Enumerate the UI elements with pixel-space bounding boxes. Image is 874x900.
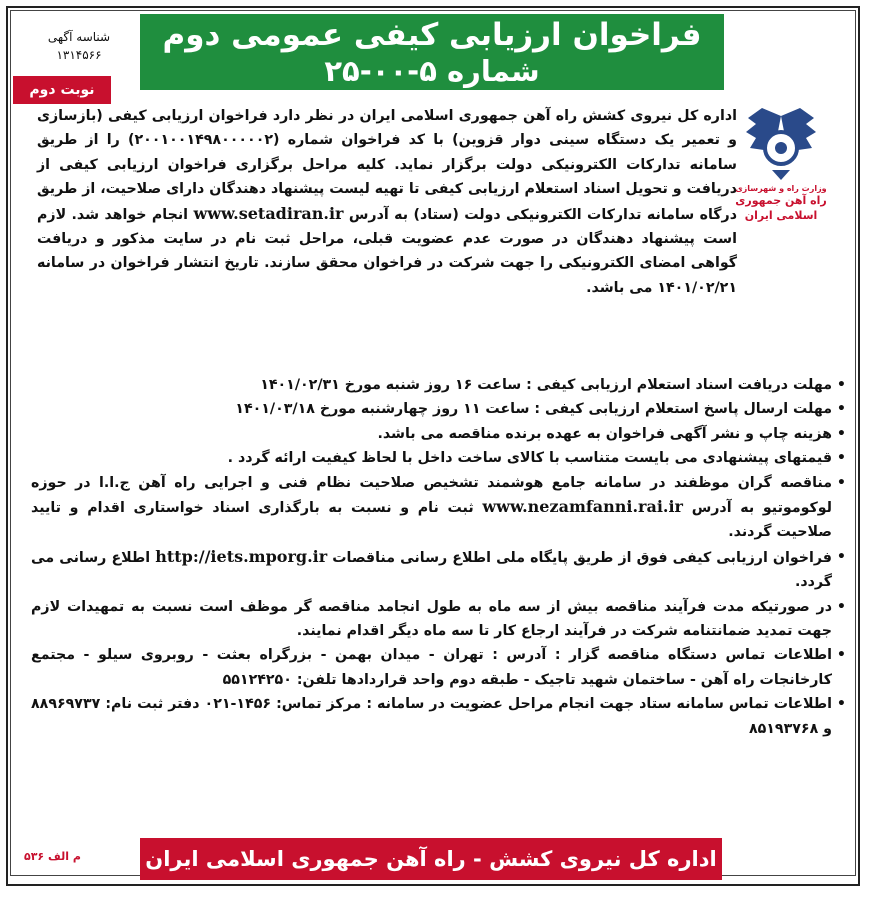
rai-logo <box>735 104 827 254</box>
title-line-2: شماره ۵-۰۰-۲۵ <box>324 54 540 88</box>
list-item-document-deadline: • مهلت دریافت اسناد استعلام ارزیابی کیفی : ساعت ۱۶ روز شنبه مورخ ۱۴۰۱/۰۲/۳۱ <box>31 373 846 397</box>
list-item-response-deadline: • مهلت ارسال پاسخ استعلام ارزیابی کیفی : ساعت ۱۱ روز چهارشنبه مورخ ۱۴۰۱/۰۳/۱۸ <box>31 397 846 421</box>
turn-badge: نوبت دوم <box>13 76 111 104</box>
list-item-extension: • در صورتیکه مدت فرآیند مناقصه بیش از سه ماه به طول انجامد مناقصه گر موظف است نسبت به تمهیدات لازم جهت تمدید ضمانتنامه شرکت در فرآیند ارجاع کار تا سه ماه دیگر اقدام نمایند. <box>31 595 846 644</box>
list-item-print-cost: • هزینه چاپ و نشر آگهی فراخوان به عهده برنده مناقصه می باشد. <box>31 422 846 446</box>
intro-text-1: اداره کل نیروی کشش راه آهن جمهوری اسلامی ایران در نظر دارد فراخوان ارزیابی کیفی (بازسازی و تعمیر یک دستگاه سینی دوار قزوین) با کد فراخوان شماره (۲۰۰۱۰۰۱۴۹۸۰۰۰۰۰۲) را از طریق سامانه تدارکات الکترونیکی دولت برگزار نماید. کلیه مراحل برگزاری فراخوان ارزیابی کیفی از دریافت و تحویل اسناد استعلام ارزیابی کیفی تا تهیه لیست پیشنهاد دهندگان دارای صلاحیت، از طریق درگاه سامانه تدارکات الکترونیکی دولت (ستاد) به آدرس <box>37 108 737 223</box>
ad-id-value: ۱۳۱۴۵۶۶ <box>56 48 102 62</box>
footer-code: م الف ۵۳۶ <box>24 850 81 863</box>
list-item-setad-contact: • اطلاعات تماس سامانه ستاد جهت انجام مراحل عضویت در سامانه : مرکز تماس: ۱۴۵۶-۰۲۱ دفتر ثبت نام: ۸۸۹۶۹۷۳۷ و ۸۵۱۹۳۷۶۸ <box>31 692 846 741</box>
ad-id-label: شناسه آگهی <box>47 30 111 44</box>
bullet-list <box>31 373 846 741</box>
list-item-iets: • فراخوان ارزیابی کیفی فوق از طریق پایگاه ملی اطلاع رسانی مناقصات http://iets.mporg.ir اطلاع رسانی می گردد. <box>31 545 846 595</box>
intro-text-2: انجام خواهد شد. لازم است پیشنهاد دهندگان در صورت عدم عضویت قبلی، مراحل ثبت نام در سایت مذکور و دریافت گواهی امضای الکترونیکی را جهت شرکت در فراخوان محقق سازند. تاریخ انتشار فراخوان در سامانه ۱۴۰۱/۰۲/۲۱ می باشد. <box>37 206 737 296</box>
intro-paragraph <box>37 104 737 300</box>
setad-link[interactable]: www.setadiran.ir <box>193 203 344 223</box>
list-item-pricing: • قیمتهای پیشنهادی می بایست متناسب با کالای ساخت داخل با لحاظ کیفیت ارائه گردد . <box>31 446 846 470</box>
org-name-line-2: اسلامی ایران <box>744 209 818 222</box>
nezamfanni-link[interactable]: www.nezamfanni.rai.ir <box>482 497 683 517</box>
iets-link[interactable]: http://iets.mporg.ir <box>155 546 328 566</box>
title-line-1: فراخوان ارزیابی کیفی عمومی دوم <box>162 17 702 53</box>
list-item-registration: • مناقصه گران موظفند در سامانه جامع هوشمند تشخیص صلاحیت نظام فنی و اجرایی راه آهن ج.ا.ا در حوزه لوکوموتیو به آدرس www.nezamfanni.rai.ir ثبت نام و نسبت به بارگذاری اسناد خواستاری اقدام و تایید صلاحیت گردند. <box>31 471 846 545</box>
footer-org-banner: اداره کل نیروی کشش - راه آهن جمهوری اسلامی ایران <box>140 838 722 880</box>
ad-id <box>24 28 134 64</box>
list-item-contact-address: • اطلاعات تماس دستگاه مناقصه گزار : آدرس : تهران - میدان بهمن - بزرگراه بعثت - روبروی سیلو - مجتمع کارخانجات راه آهن - ساختمان شهید تاجیک - طبقه دوم واحد قراردادها تلفن: ۵۵۱۲۴۲۵۰ <box>31 643 846 692</box>
ministry-name: وزارت راه و شهرسازی <box>735 184 827 193</box>
winged-wheel-icon <box>742 104 820 182</box>
org-name-line-1: راه آهن جمهوری <box>735 194 827 207</box>
title-banner <box>140 14 724 90</box>
